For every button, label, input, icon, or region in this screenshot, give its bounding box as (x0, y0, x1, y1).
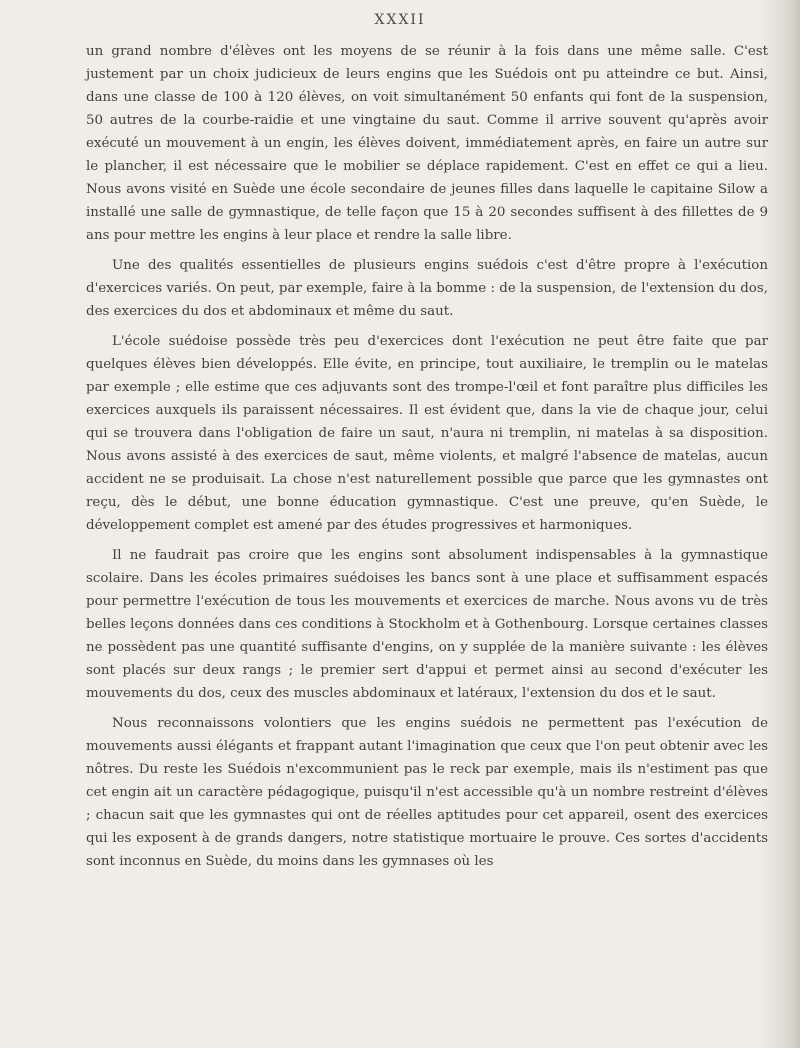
paragraph-1: un grand nombre d'élèves ont les moyens de se réunir à la fois dans une même salle. C'est justement par un choix judicieux de leurs engins que les Suédois ont pu atteindre ce but. Ainsi, dans une classe de 100 à 120 élèves, on voit simultanément 50 enfants qui font de la suspension, 50 autres de la courbe-raidie et une vingtaine du saut. Comme il arrive souvent qu'après avoir exécuté un mouvement à un engin, les élèves doivent, immédiatement après, en faire un autre sur le plancher, il est nécessaire que le mobilier se déplace rapidement. C'est en effet ce qui a lieu. Nous avons visité en Suède une école secondaire de jeunes filles dans laquelle le capitaine Silow a installé une salle de gymnastique, de telle façon que 15 à 20 secondes suffisent à des fillettes de 9 ans pour mettre les engins à leur place et rendre la salle libre. (86, 44, 768, 243)
paragraph-5: Nous reconnaissons volontiers que les engins suédois ne permettent pas l'exécution de mouvements aussi élégants et frappant autant l'imagination que ceux que l'on peut obtenir avec les nôtres. Du reste les Suédois n'excommunient pas le reck par exemple, mais ils n'estiment pas que cet engin ait un caractère pédagogique, puisqu'il n'est accessible qu'à un nombre restreint d'élèves ; chacun sait que les gymnastes qui ont de réelles aptitudes pour cet appareil, osent des exercices qui les exposent à de grands dangers, notre statistique mortuaire le prouve. Ces sortes d'accidents sont inconnus en Suède, du moins dans les gymnases où les (86, 716, 768, 869)
paragraph-4: Il ne faudrait pas croire que les engins sont absolument indispensables à la gymnastique scolaire. Dans les écoles primaires suédoises les bancs sont à une place et suffisamment espacés pour permettre l'exécution de tous les mouvements et exercices de marche. Nous avons vu de très belles leçons données dans ces conditions à Stockholm et à Gothenbourg. Lorsque certaines classes ne possèdent pas une quantité suffisante d'engins, on y supplée de la manière suivante : les élèves sont placés sur deux rangs ; le premier sert d'appui et permet ainsi au second d'exécuter les mouvements du dos, ceux des muscles abdominaux et latéraux, l'extension du dos et le saut. (86, 548, 768, 701)
page-number: XXXII (374, 12, 426, 28)
paragraph-2: Une des qualités essentielles de plusieurs engins suédois c'est d'être propre à l'exécution d'exercices variés. On peut, par exemple, faire à la bomme : de la suspension, de l'extension du dos, des exercices du dos et abdominaux et même du saut. (86, 258, 768, 319)
paragraph-3: L'école suédoise possède très peu d'exercices dont l'exécution ne peut être faite que par quelques élèves bien développés. Elle évite, en principe, tout auxiliaire, le tremplin ou le matelas par exemple ; elle estime que ces adjuvants sont des trompe-l'œil et font paraître plus difficiles les exercices auxquels ils paraissent nécessaires. Il est évident que, dans la vie de chaque jour, celui qui se trouvera dans l'obligation de faire un saut, n'aura ni tremplin, ni matelas à sa disposition. Nous avons assisté à des exercices de saut, même violents, et malgré l'absence de matelas, aucun accident ne se produisait. La chose n'est naturellement possible que parce que les gymnastes ont reçu, dès le début, une bonne éducation gymnastique. C'est une preuve, qu'en Suède, le développement complet est amené par des études progressives et harmoniques. (86, 334, 768, 533)
body-text (86, 40, 768, 880)
